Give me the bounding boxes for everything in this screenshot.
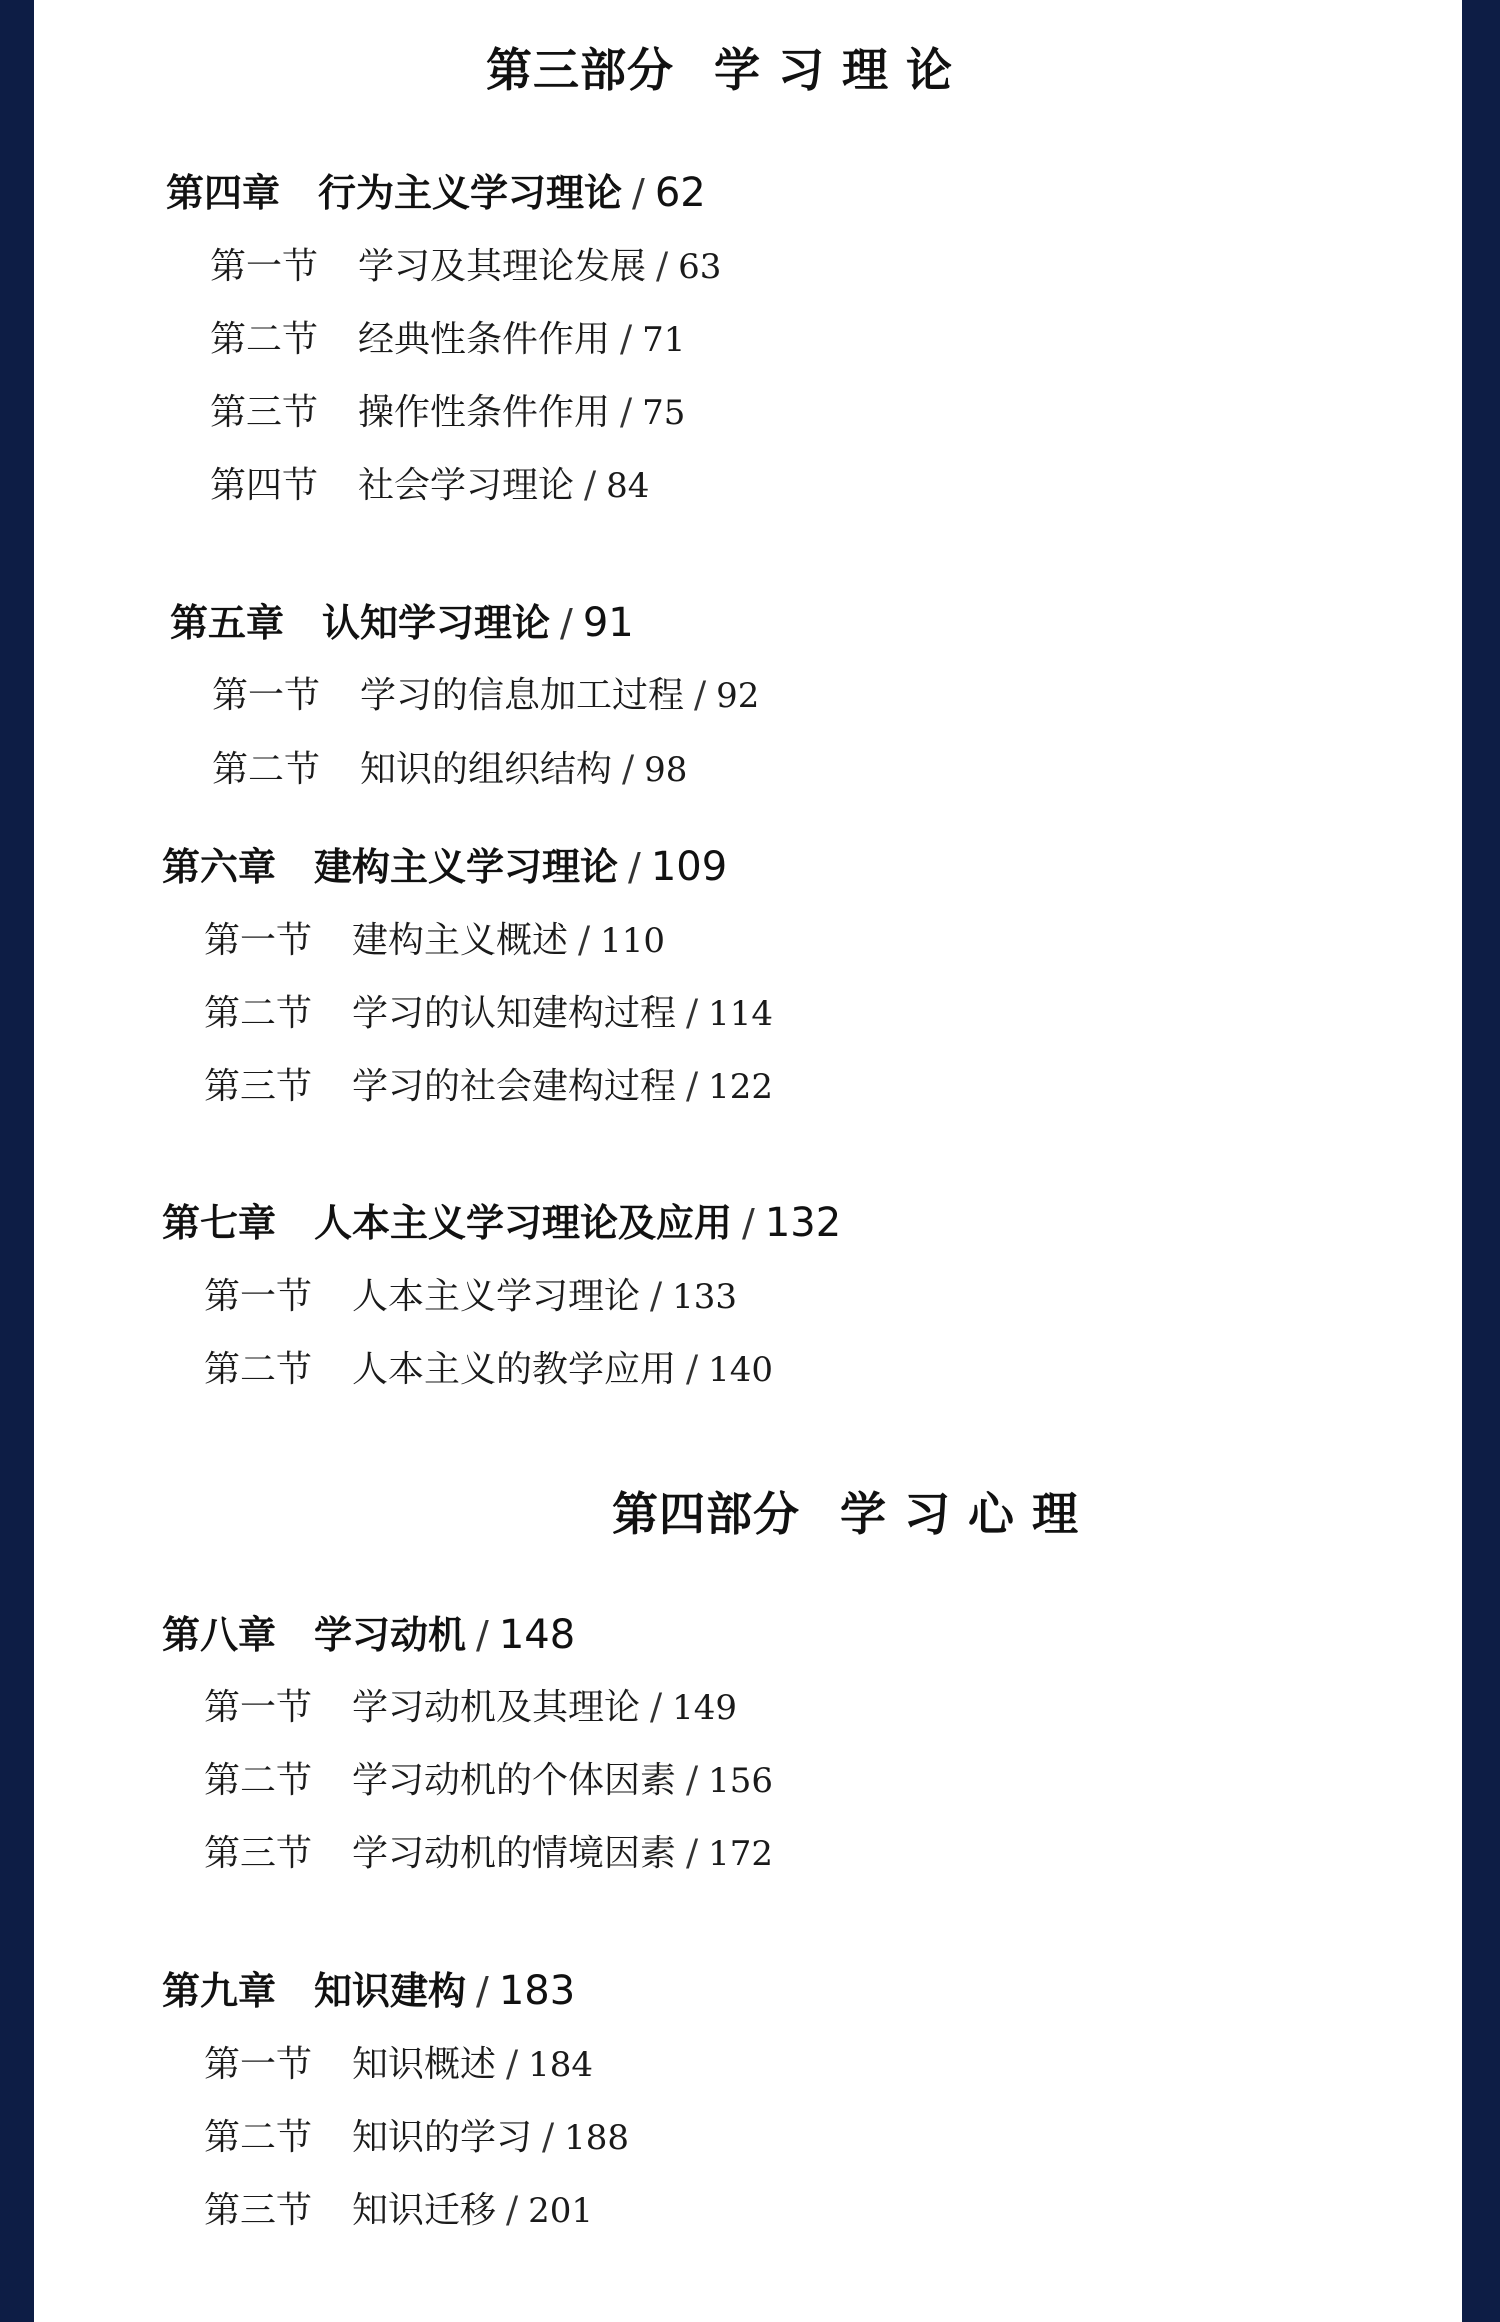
section-label: 第三节 — [210, 392, 319, 433]
page-number: 71 — [642, 320, 686, 360]
chapter-heading[interactable] — [162, 836, 727, 891]
page-number: 114 — [708, 994, 774, 1034]
chapter-heading[interactable] — [170, 592, 634, 647]
section-title: 学习的社会建构过程 — [352, 1066, 677, 1107]
page-number: 109 — [650, 844, 728, 890]
section-label: 第二节 — [204, 1349, 313, 1390]
part-label: 第四部分 — [612, 1487, 800, 1541]
page-number: 188 — [564, 2118, 630, 2158]
section-entry[interactable] — [212, 741, 687, 792]
page-number: 132 — [764, 1200, 842, 1246]
page-number: 92 — [716, 676, 760, 716]
separator: / — [686, 1349, 699, 1390]
page-number: 91 — [582, 600, 634, 646]
separator: / — [686, 1833, 699, 1874]
separator: / — [560, 601, 573, 645]
part-title: 学习理论 — [714, 43, 970, 97]
chapter-heading[interactable] — [162, 1192, 841, 1247]
part-heading — [486, 34, 970, 100]
page-number: 62 — [654, 170, 706, 216]
section-title: 学习及其理论发展 — [358, 246, 647, 287]
section-label: 第一节 — [212, 675, 321, 716]
chapter-title: 认知学习理论 — [322, 601, 551, 645]
section-title: 建构主义概述 — [352, 920, 569, 961]
section-label: 第一节 — [204, 2044, 313, 2085]
section-label: 第二节 — [212, 749, 321, 790]
section-title: 学习的认知建构过程 — [352, 993, 677, 1034]
section-label: 第二节 — [210, 319, 319, 360]
section-entry[interactable] — [204, 2109, 629, 2160]
section-entry[interactable] — [204, 912, 665, 963]
separator: / — [578, 920, 591, 961]
section-label: 第二节 — [204, 1760, 313, 1801]
chapter-title: 建构主义学习理论 — [314, 845, 619, 889]
section-title: 人本主义学习理论 — [352, 1276, 641, 1317]
page-number: 148 — [498, 1612, 576, 1658]
section-title: 知识迁移 — [352, 2190, 497, 2231]
section-title: 知识的学习 — [352, 2117, 533, 2158]
separator: / — [622, 749, 635, 790]
page-number: 172 — [708, 1834, 774, 1874]
section-label: 第三节 — [204, 1066, 313, 1107]
section-title: 知识概述 — [352, 2044, 497, 2085]
section-entry[interactable] — [210, 238, 721, 289]
chapter-label: 第五章 — [170, 601, 285, 645]
section-label: 第一节 — [204, 920, 313, 961]
separator: / — [506, 2044, 519, 2085]
section-entry[interactable] — [210, 384, 685, 435]
section-entry[interactable] — [204, 2182, 593, 2233]
section-entry[interactable] — [212, 667, 759, 718]
chapter-label: 第八章 — [162, 1613, 277, 1657]
section-label: 第一节 — [204, 1687, 313, 1728]
section-title: 学习动机的个体因素 — [352, 1760, 677, 1801]
chapter-label: 第九章 — [162, 1969, 277, 2013]
section-title: 操作性条件作用 — [358, 392, 611, 433]
chapter-label: 第六章 — [162, 845, 277, 889]
section-title: 社会学习理论 — [358, 465, 575, 506]
page-number: 75 — [642, 393, 686, 433]
section-title: 学习动机及其理论 — [352, 1687, 641, 1728]
separator: / — [476, 1969, 489, 2013]
page-number: 149 — [672, 1688, 738, 1728]
page-number: 183 — [498, 1968, 576, 2014]
separator: / — [686, 993, 699, 1034]
section-label: 第二节 — [204, 993, 313, 1034]
page-number: 63 — [678, 247, 722, 287]
section-entry[interactable] — [204, 985, 773, 1036]
separator: / — [476, 1613, 489, 1657]
separator: / — [650, 1276, 663, 1317]
page-number: 84 — [606, 466, 650, 506]
separator: / — [506, 2190, 519, 2231]
section-label: 第二节 — [204, 2117, 313, 2158]
section-entry[interactable] — [204, 1752, 773, 1803]
chapter-heading[interactable] — [162, 1960, 575, 2015]
chapter-title: 人本主义学习理论及应用 — [314, 1201, 733, 1245]
page-number: 98 — [644, 750, 688, 790]
page-number: 184 — [528, 2045, 594, 2085]
part-heading — [612, 1478, 1096, 1544]
page-number: 122 — [708, 1067, 774, 1107]
section-label: 第四节 — [210, 465, 319, 506]
section-entry[interactable] — [204, 1341, 773, 1392]
toc-page — [34, 0, 1462, 2322]
separator: / — [620, 319, 633, 360]
section-title: 学习的信息加工过程 — [360, 675, 685, 716]
separator: / — [632, 171, 645, 215]
page-number: 133 — [672, 1277, 738, 1317]
separator: / — [650, 1687, 663, 1728]
section-entry[interactable] — [204, 1825, 773, 1876]
chapter-heading[interactable] — [162, 1604, 575, 1659]
section-entry[interactable] — [210, 311, 685, 362]
part-label: 第三部分 — [486, 43, 674, 97]
section-entry[interactable] — [204, 1679, 737, 1730]
section-label: 第三节 — [204, 2190, 313, 2231]
chapter-label: 第四章 — [166, 171, 281, 215]
part-title: 学习心理 — [840, 1487, 1096, 1541]
section-title: 经典性条件作用 — [358, 319, 611, 360]
page-number: 140 — [708, 1350, 774, 1390]
separator: / — [584, 465, 597, 506]
section-entry[interactable] — [204, 1058, 773, 1109]
chapter-heading[interactable] — [166, 162, 706, 217]
section-entry[interactable] — [204, 1268, 737, 1319]
separator: / — [742, 1201, 755, 1245]
page-number: 110 — [600, 921, 666, 961]
section-title: 学习动机的情境因素 — [352, 1833, 677, 1874]
section-label: 第一节 — [204, 1276, 313, 1317]
separator: / — [628, 845, 641, 889]
section-title: 知识的组织结构 — [360, 749, 613, 790]
section-entry[interactable] — [210, 457, 649, 508]
section-label: 第一节 — [210, 246, 319, 287]
separator: / — [694, 675, 707, 716]
chapter-title: 学习动机 — [314, 1613, 467, 1657]
chapter-title: 行为主义学习理论 — [318, 171, 623, 215]
chapter-label: 第七章 — [162, 1201, 277, 1245]
page-number: 201 — [528, 2191, 594, 2231]
separator: / — [542, 2117, 555, 2158]
separator: / — [686, 1066, 699, 1107]
page-number: 156 — [708, 1761, 774, 1801]
section-label: 第三节 — [204, 1833, 313, 1874]
section-entry[interactable] — [204, 2036, 593, 2087]
chapter-title: 知识建构 — [314, 1969, 467, 2013]
separator: / — [656, 246, 669, 287]
separator: / — [686, 1760, 699, 1801]
separator: / — [620, 392, 633, 433]
section-title: 人本主义的教学应用 — [352, 1349, 677, 1390]
